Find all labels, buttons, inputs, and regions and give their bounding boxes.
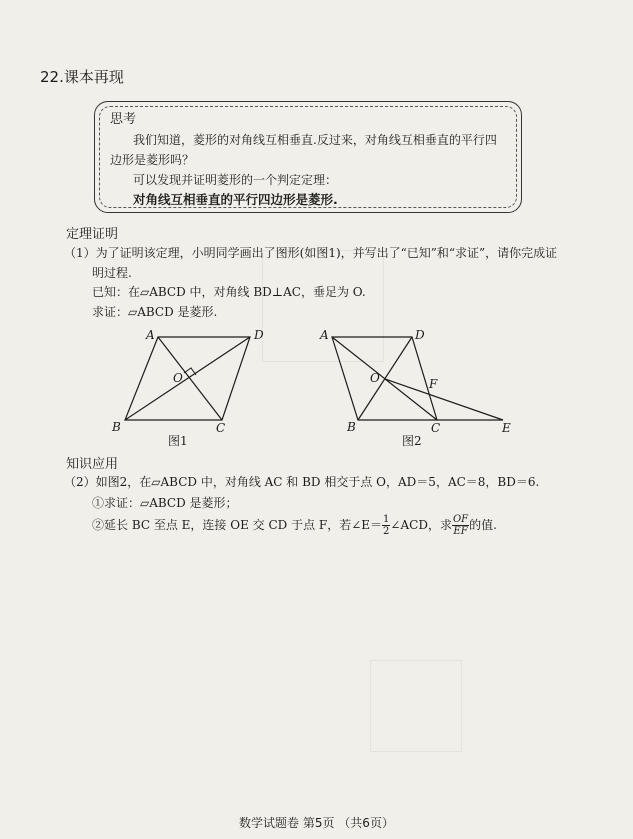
theorem-statement: 对角线互相垂直的平行四边形是菱形.	[133, 192, 338, 207]
figure-1	[100, 322, 280, 447]
figure-2-caption: 图2	[402, 434, 422, 448]
fig1-label-d: D	[254, 328, 264, 342]
fraction-denominator: 2	[383, 526, 390, 537]
page-footer: 数学试题卷 第5页 （共6页）	[239, 816, 394, 830]
figure-2	[315, 322, 525, 447]
think-line-3: 可以发现并证明菱形的一个判定定理：	[133, 173, 338, 187]
fig2-label-c: C	[431, 421, 441, 435]
fig2-label-a: A	[320, 328, 329, 342]
think-box-title: 思考	[110, 112, 137, 127]
given-statement: 已知：在▱ABCD 中，对角线 BD⊥AC，垂足为 O.	[92, 285, 366, 299]
item2-text-post: 的值.	[469, 518, 497, 532]
prove-statement: 求证：▱ABCD 是菱形.	[92, 305, 218, 319]
fig2-label-f: F	[429, 377, 438, 391]
fig1-label-b: B	[112, 420, 121, 434]
think-line-1: 我们知道，菱形的对角线互相垂直.反过来，对角线互相垂直的平行四	[133, 133, 497, 147]
part2-item-1: ①求证：▱ABCD 是菱形；	[92, 496, 238, 510]
fig2-label-o: O	[370, 371, 380, 385]
fig1-label-a: A	[146, 328, 155, 342]
part1-line-1: （1）为了证明该定理，小明同学画出了图形(如图1)，并写出了“已知”和“求证”，请你完成证	[64, 246, 558, 260]
fig2-label-b: B	[347, 420, 356, 434]
fig2-label-d: D	[415, 328, 425, 342]
part1-line-2: 明过程.	[92, 266, 132, 280]
item2-text-mid: ∠ACD，求	[390, 518, 452, 532]
fig2-label-e: E	[502, 421, 511, 435]
fig1-label-c: C	[216, 421, 226, 435]
think-line-2: 边形是菱形吗？	[110, 153, 195, 167]
proof-heading: 定理证明	[66, 227, 119, 242]
item2-text-pre: ②延长 BC 至点 E，连接 OE 交 CD 于点 F，若∠E＝	[92, 518, 383, 532]
question-number: 22.	[40, 68, 64, 86]
fraction-of-ef	[452, 514, 469, 537]
fraction-denominator: EF	[453, 526, 468, 537]
fraction-numerator: 1	[383, 514, 390, 525]
part2-line: （2）如图2，在▱ABCD 中，对角线 AC 和 BD 相交于点 O，AD＝5，AC＝8，BD＝6.	[64, 475, 540, 489]
figure-1-caption: 图1	[168, 434, 188, 448]
bleed-through-mark	[370, 660, 462, 752]
application-heading: 知识应用	[66, 457, 119, 472]
question-title	[40, 66, 124, 87]
part2-item-2	[92, 512, 497, 538]
question-title-text: 课本再现	[63, 68, 124, 86]
fig1-label-o: O	[173, 371, 183, 385]
fraction-numerator: OF	[452, 514, 469, 525]
